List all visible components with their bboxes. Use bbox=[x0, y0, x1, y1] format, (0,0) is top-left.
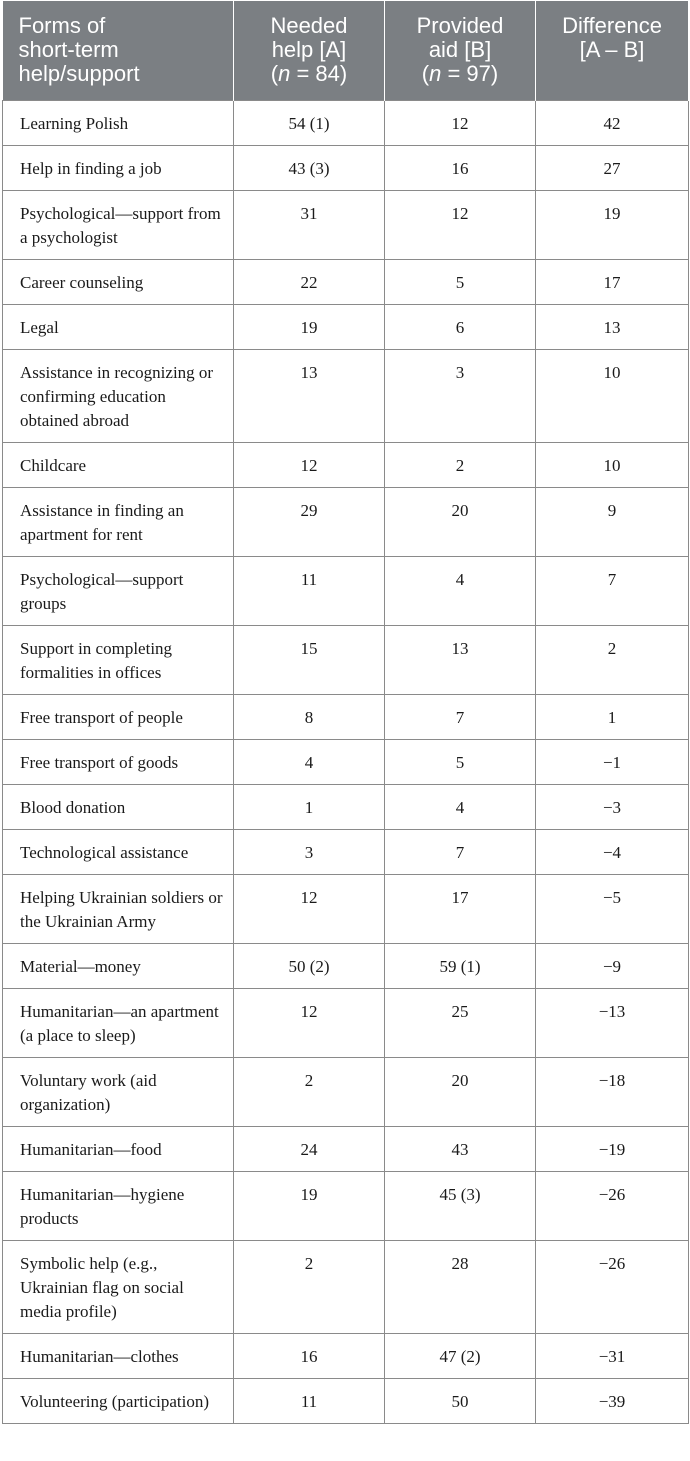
header-form-line: short-term bbox=[18, 37, 119, 62]
difference-cell: −5 bbox=[536, 875, 689, 944]
needed-cell: 12 bbox=[234, 443, 385, 488]
header-provided bbox=[385, 1, 536, 101]
needed-cell: 2 bbox=[234, 1241, 385, 1334]
table-row bbox=[3, 785, 689, 830]
provided-cell: 7 bbox=[385, 695, 536, 740]
needed-cell: 29 bbox=[234, 488, 385, 557]
difference-cell: 9 bbox=[536, 488, 689, 557]
provided-cell: 6 bbox=[385, 305, 536, 350]
header-needed-n-prefix: ( bbox=[270, 61, 279, 86]
header-provided-n bbox=[391, 62, 529, 86]
difference-cell: 17 bbox=[536, 260, 689, 305]
provided-cell: 7 bbox=[385, 830, 536, 875]
header-form-line: help/support bbox=[18, 61, 140, 86]
table-header bbox=[3, 1, 689, 101]
provided-cell: 28 bbox=[385, 1241, 536, 1334]
header-needed-n-var: n bbox=[278, 61, 291, 86]
difference-cell: −31 bbox=[536, 1334, 689, 1379]
provided-cell: 45 (3) bbox=[385, 1172, 536, 1241]
header-difference bbox=[536, 1, 689, 101]
form-cell: Humanitarian—clothes bbox=[3, 1334, 234, 1379]
form-cell: Blood donation bbox=[3, 785, 234, 830]
table-row bbox=[3, 944, 689, 989]
needed-cell: 43 (3) bbox=[234, 146, 385, 191]
form-cell: Voluntary work (aid organization) bbox=[3, 1058, 234, 1127]
needed-cell: 11 bbox=[234, 1379, 385, 1424]
difference-cell: 10 bbox=[536, 350, 689, 443]
difference-cell: −13 bbox=[536, 989, 689, 1058]
difference-cell: −4 bbox=[536, 830, 689, 875]
table-row bbox=[3, 1334, 689, 1379]
provided-cell: 3 bbox=[385, 350, 536, 443]
form-cell: Humanitarian—an apartment (a place to sleep) bbox=[3, 989, 234, 1058]
form-cell: Free transport of goods bbox=[3, 740, 234, 785]
difference-cell: −26 bbox=[536, 1172, 689, 1241]
provided-cell: 13 bbox=[385, 626, 536, 695]
difference-cell: 42 bbox=[536, 101, 689, 146]
table-row bbox=[3, 830, 689, 875]
needed-cell: 24 bbox=[234, 1127, 385, 1172]
needed-cell: 4 bbox=[234, 740, 385, 785]
provided-cell: 47 (2) bbox=[385, 1334, 536, 1379]
form-cell: Humanitarian—food bbox=[3, 1127, 234, 1172]
form-cell: Helping Ukrainian soldiers or the Ukrainian Army bbox=[3, 875, 234, 944]
table-row bbox=[3, 350, 689, 443]
form-cell: Help in finding a job bbox=[3, 146, 234, 191]
provided-cell: 25 bbox=[385, 989, 536, 1058]
header-needed bbox=[234, 1, 385, 101]
header-needed-n bbox=[240, 62, 378, 86]
header-difference-line: [A – B] bbox=[579, 37, 645, 62]
form-cell: Support in completing formalities in offices bbox=[3, 626, 234, 695]
header-provided-n-var: n bbox=[429, 61, 442, 86]
form-cell: Material—money bbox=[3, 944, 234, 989]
needed-cell: 8 bbox=[234, 695, 385, 740]
form-cell: Career counseling bbox=[3, 260, 234, 305]
provided-cell: 20 bbox=[385, 488, 536, 557]
header-needed-line: Needed bbox=[270, 13, 348, 38]
header-difference-line: Difference bbox=[562, 13, 662, 38]
needed-cell: 50 (2) bbox=[234, 944, 385, 989]
difference-cell: 13 bbox=[536, 305, 689, 350]
difference-cell: −3 bbox=[536, 785, 689, 830]
needed-cell: 16 bbox=[234, 1334, 385, 1379]
header-form-line: Forms of bbox=[18, 13, 106, 38]
needed-cell: 3 bbox=[234, 830, 385, 875]
table-body bbox=[3, 101, 689, 1424]
header-needed-line: help [A] bbox=[271, 37, 347, 62]
table-row bbox=[3, 1172, 689, 1241]
provided-cell: 12 bbox=[385, 191, 536, 260]
needed-cell: 19 bbox=[234, 1172, 385, 1241]
difference-cell: 2 bbox=[536, 626, 689, 695]
needed-cell: 22 bbox=[234, 260, 385, 305]
provided-cell: 43 bbox=[385, 1127, 536, 1172]
difference-cell: −18 bbox=[536, 1058, 689, 1127]
form-cell: Symbolic help (e.g., Ukrainian flag on social media profile) bbox=[3, 1241, 234, 1334]
header-needed-n-suffix: = 84) bbox=[290, 61, 348, 86]
form-cell: Psychological—support from a psychologist bbox=[3, 191, 234, 260]
form-cell: Legal bbox=[3, 305, 234, 350]
needed-cell: 13 bbox=[234, 350, 385, 443]
difference-cell: 27 bbox=[536, 146, 689, 191]
header-provided-n-suffix: = 97) bbox=[441, 61, 499, 86]
form-cell: Learning Polish bbox=[3, 101, 234, 146]
difference-cell: 7 bbox=[536, 557, 689, 626]
needed-cell: 11 bbox=[234, 557, 385, 626]
provided-cell: 12 bbox=[385, 101, 536, 146]
provided-cell: 17 bbox=[385, 875, 536, 944]
table-row bbox=[3, 260, 689, 305]
form-cell: Childcare bbox=[3, 443, 234, 488]
table-row bbox=[3, 989, 689, 1058]
table-row bbox=[3, 1058, 689, 1127]
needed-cell: 15 bbox=[234, 626, 385, 695]
table-row bbox=[3, 1127, 689, 1172]
table-row bbox=[3, 443, 689, 488]
form-cell: Free transport of people bbox=[3, 695, 234, 740]
form-cell: Assistance in finding an apartment for rent bbox=[3, 488, 234, 557]
table-row bbox=[3, 488, 689, 557]
form-cell: Assistance in recognizing or confirming education obtained abroad bbox=[3, 350, 234, 443]
difference-cell: 19 bbox=[536, 191, 689, 260]
table-row bbox=[3, 695, 689, 740]
difference-cell: −1 bbox=[536, 740, 689, 785]
table-row bbox=[3, 146, 689, 191]
difference-cell: −39 bbox=[536, 1379, 689, 1424]
table-row bbox=[3, 626, 689, 695]
difference-cell: −9 bbox=[536, 944, 689, 989]
form-cell: Humanitarian—hygiene products bbox=[3, 1172, 234, 1241]
table-row bbox=[3, 557, 689, 626]
provided-cell: 4 bbox=[385, 785, 536, 830]
provided-cell: 50 bbox=[385, 1379, 536, 1424]
header-provided-line: aid [B] bbox=[428, 37, 492, 62]
provided-cell: 5 bbox=[385, 260, 536, 305]
difference-cell: −26 bbox=[536, 1241, 689, 1334]
table-row bbox=[3, 875, 689, 944]
form-cell: Volunteering (participation) bbox=[3, 1379, 234, 1424]
form-cell: Technological assistance bbox=[3, 830, 234, 875]
difference-cell: −19 bbox=[536, 1127, 689, 1172]
help-support-table bbox=[2, 1, 689, 1424]
provided-cell: 2 bbox=[385, 443, 536, 488]
needed-cell: 1 bbox=[234, 785, 385, 830]
needed-cell: 31 bbox=[234, 191, 385, 260]
table-row bbox=[3, 1241, 689, 1334]
provided-cell: 59 (1) bbox=[385, 944, 536, 989]
table-row bbox=[3, 1379, 689, 1424]
table-row bbox=[3, 191, 689, 260]
header-provided-line: Provided bbox=[416, 13, 504, 38]
header-provided-n-prefix: ( bbox=[421, 61, 430, 86]
form-cell: Psychological—support groups bbox=[3, 557, 234, 626]
difference-cell: 1 bbox=[536, 695, 689, 740]
needed-cell: 12 bbox=[234, 875, 385, 944]
table-row bbox=[3, 305, 689, 350]
needed-cell: 2 bbox=[234, 1058, 385, 1127]
difference-cell: 10 bbox=[536, 443, 689, 488]
table-row bbox=[3, 101, 689, 146]
header-form bbox=[3, 1, 234, 101]
provided-cell: 5 bbox=[385, 740, 536, 785]
needed-cell: 54 (1) bbox=[234, 101, 385, 146]
needed-cell: 12 bbox=[234, 989, 385, 1058]
needed-cell: 19 bbox=[234, 305, 385, 350]
provided-cell: 20 bbox=[385, 1058, 536, 1127]
table-row bbox=[3, 740, 689, 785]
provided-cell: 16 bbox=[385, 146, 536, 191]
provided-cell: 4 bbox=[385, 557, 536, 626]
header-row bbox=[3, 1, 689, 101]
